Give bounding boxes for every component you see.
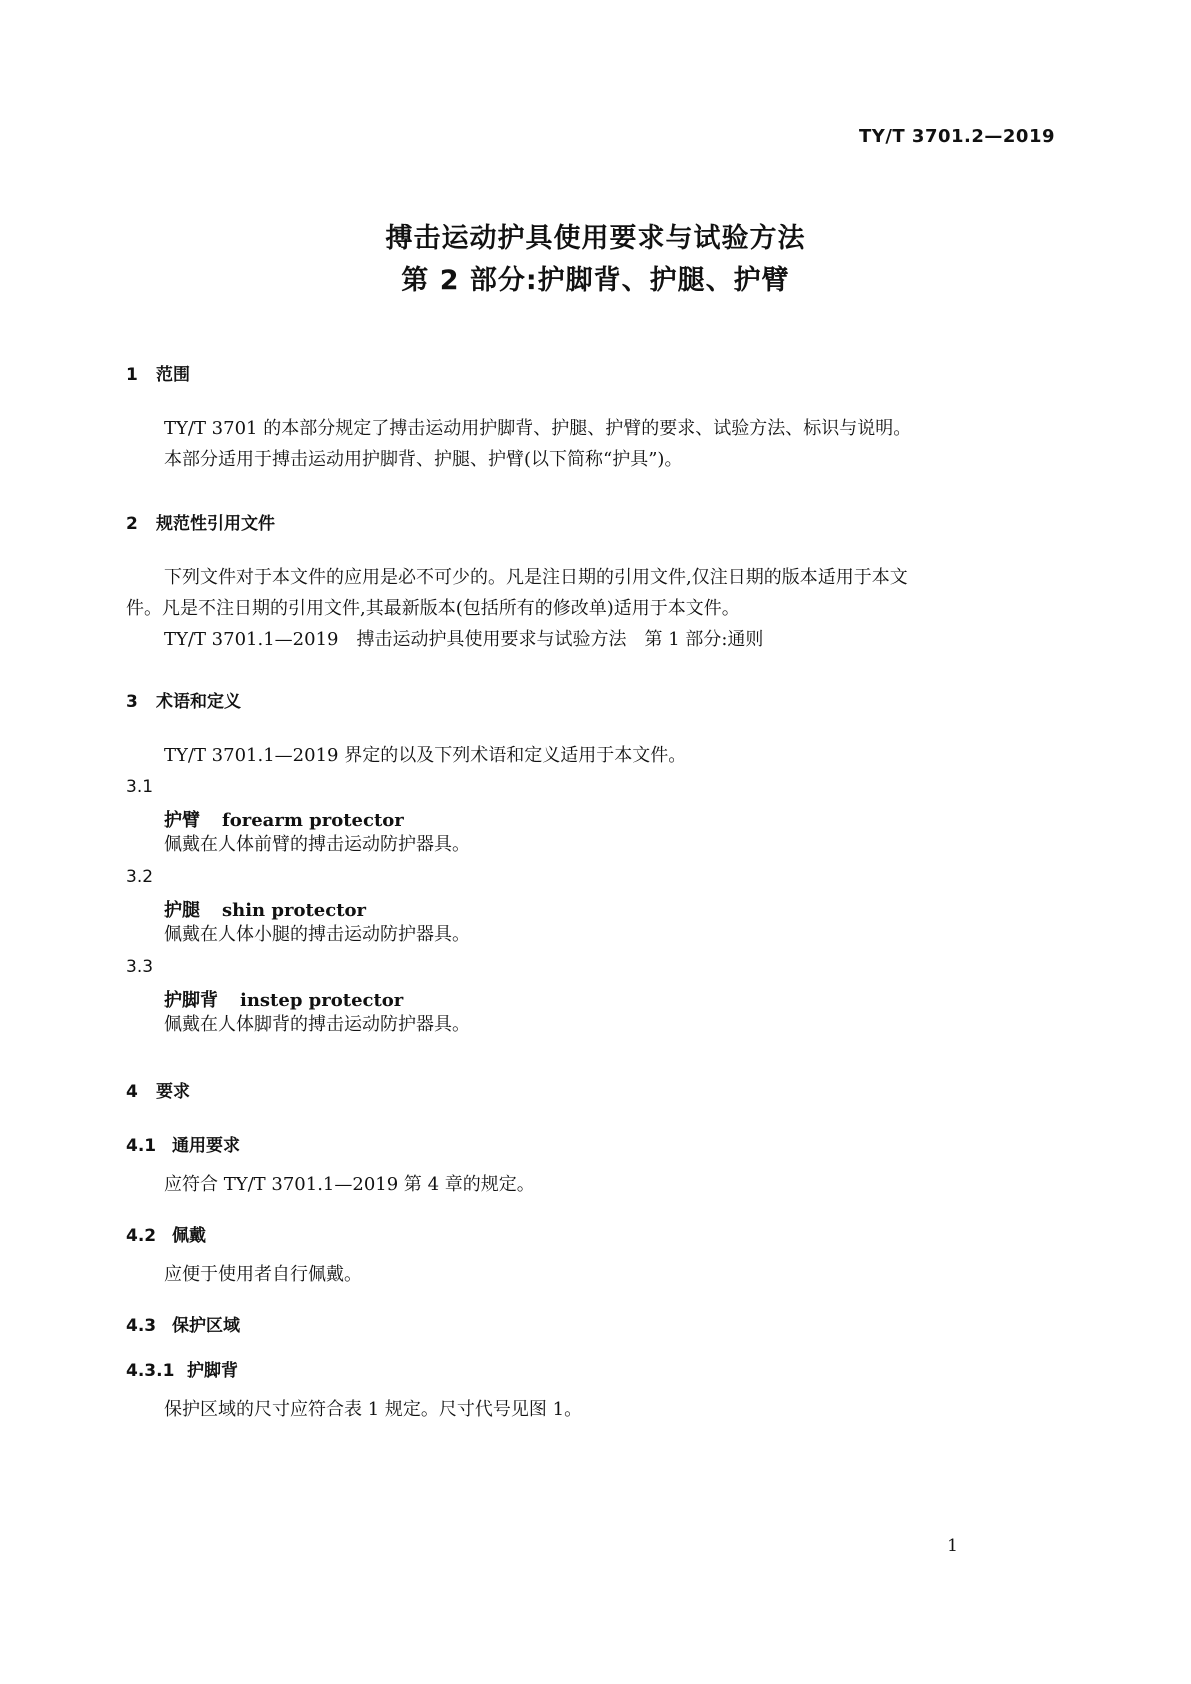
term-en: forearm protector — [222, 810, 404, 831]
subsection-heading — [126, 1356, 238, 1381]
document-title: 搏击运动护具使用要求与试验方法 — [385, 223, 806, 254]
section-number: 1 — [126, 365, 138, 385]
subsection-number: 4.1 — [126, 1136, 157, 1156]
section-title: 规范性引用文件 — [156, 514, 275, 534]
section-heading — [126, 687, 241, 712]
paragraph: 件。凡是不注日期的引用文件,其最新版本(包括所有的修改单)适用于本文件。 — [126, 598, 740, 619]
term-zh: 护臂 — [164, 810, 200, 831]
subsection-title: 护脚背 — [187, 1361, 238, 1381]
term-en: shin protector — [222, 900, 367, 921]
subsection-number: 4.3 — [126, 1316, 157, 1336]
paragraph: 应符合 TY/T 3701.1—2019 第 4 章的规定。 — [164, 1174, 535, 1195]
paragraph: TY/T 3701 的本部分规定了搏击运动用护脚背、护腿、护臂的要求、试验方法、标识与说明。 — [164, 418, 912, 439]
subsection-number: 4.3.1 — [126, 1361, 175, 1381]
subsection-title: 通用要求 — [172, 1136, 240, 1156]
term-en: instep protector — [240, 990, 404, 1011]
paragraph: TY/T 3701.1—2019 界定的以及下列术语和定义适用于本文件。 — [164, 745, 687, 766]
term-entry — [164, 896, 366, 922]
section-title: 术语和定义 — [156, 692, 241, 712]
subsection-title: 佩戴 — [172, 1226, 206, 1246]
paragraph: 保护区域的尺寸应符合表 1 规定。尺寸代号见图 1。 — [164, 1399, 583, 1420]
subsection-heading — [126, 1311, 240, 1336]
term-number: 3.3 — [126, 957, 154, 977]
section-number: 4 — [126, 1082, 138, 1102]
paragraph: 下列文件对于本文件的应用是必不可少的。凡是注日期的引用文件,仅注日期的版本适用于本文 — [164, 567, 908, 588]
section-title: 要求 — [156, 1082, 190, 1102]
section-heading — [126, 1077, 190, 1102]
subsection-title: 保护区域 — [172, 1316, 240, 1336]
term-definition: 佩戴在人体脚背的搏击运动防护器具。 — [164, 1014, 470, 1035]
subsection-number: 4.2 — [126, 1226, 157, 1246]
normative-reference: TY/T 3701.1—2019 搏击运动护具使用要求与试验方法 第 1 部分:通则 — [164, 629, 764, 650]
standard-code: TY/T 3701.2—2019 — [859, 126, 1055, 147]
section-number: 3 — [126, 692, 138, 712]
term-number: 3.1 — [126, 777, 154, 797]
term-zh: 护腿 — [164, 900, 200, 921]
subsection-heading — [126, 1221, 206, 1246]
term-number: 3.2 — [126, 867, 154, 887]
paragraph: 应便于使用者自行佩戴。 — [164, 1264, 362, 1285]
subsection-heading — [126, 1131, 240, 1156]
term-zh: 护脚背 — [164, 990, 218, 1011]
paragraph: 本部分适用于搏击运动用护脚背、护腿、护臂(以下简称“护具”)。 — [164, 449, 683, 470]
section-heading — [126, 509, 275, 534]
term-definition: 佩戴在人体前臂的搏击运动防护器具。 — [164, 834, 470, 855]
page-number: 1 — [947, 1536, 958, 1556]
term-entry — [164, 806, 404, 832]
section-title: 范围 — [156, 365, 190, 385]
term-entry — [164, 986, 403, 1012]
section-number: 2 — [126, 514, 138, 534]
term-definition: 佩戴在人体小腿的搏击运动防护器具。 — [164, 924, 470, 945]
section-heading — [126, 360, 190, 385]
document-subtitle: 第 2 部分:护脚背、护腿、护臂 — [401, 265, 790, 296]
